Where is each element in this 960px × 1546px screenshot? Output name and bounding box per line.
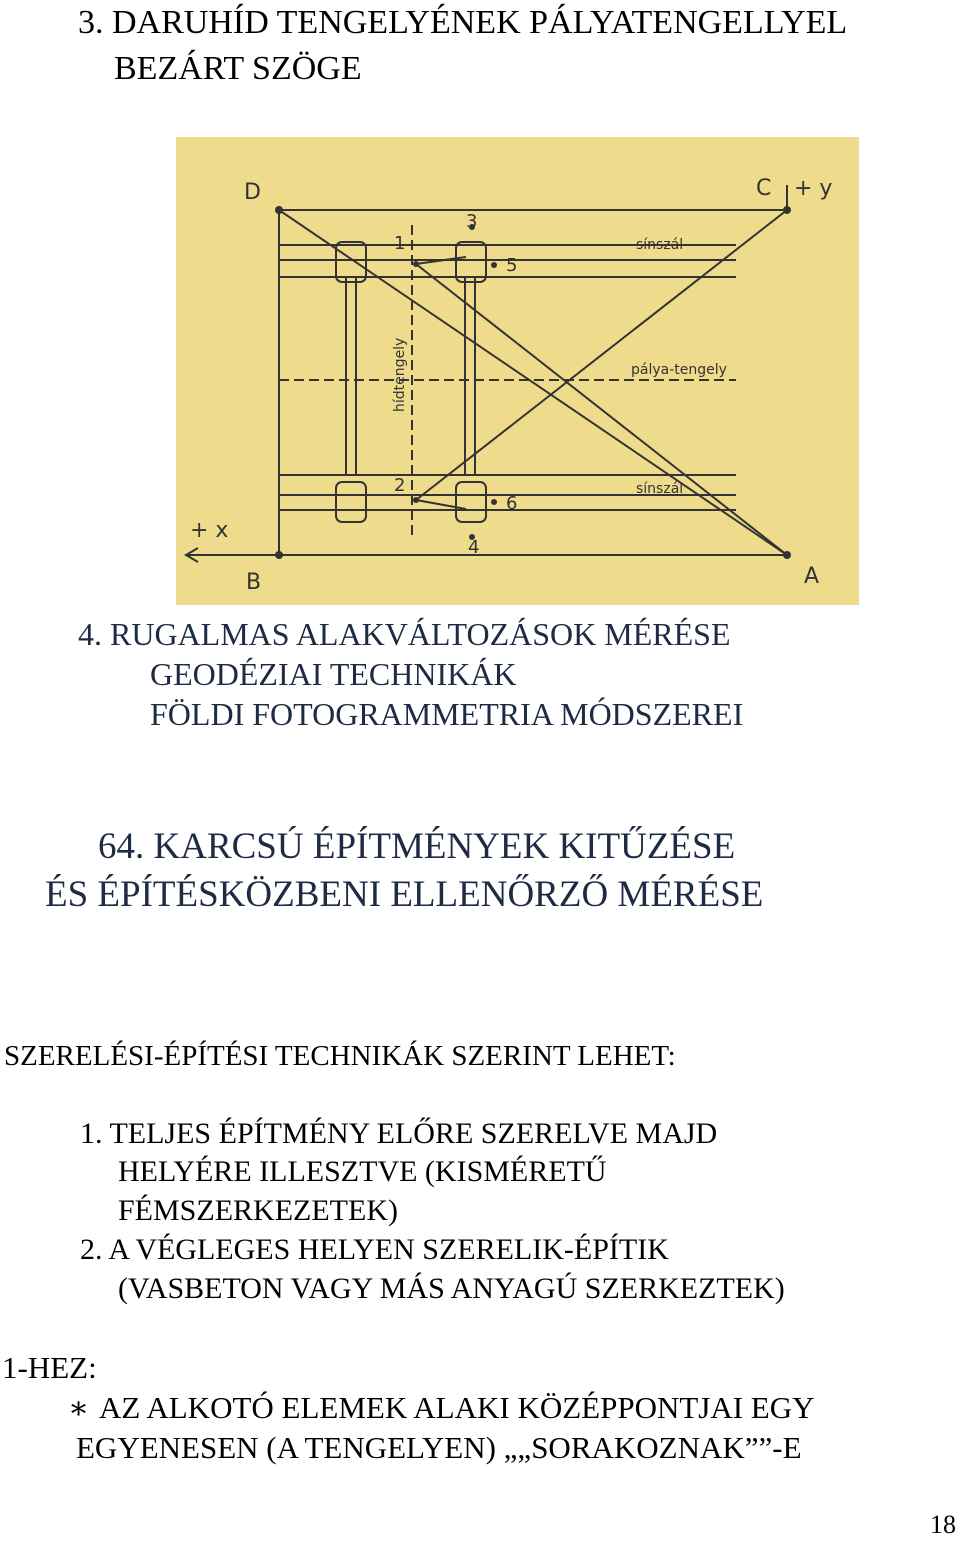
point-b	[275, 551, 283, 559]
label-4: 4	[468, 537, 480, 558]
section4-heading-line1: 4. RUGALMAS ALAKVÁLTOZÁSOK MÉRÉSE	[78, 616, 731, 652]
item2-line2: (VASBETON VAGY MÁS ANYAGÚ SZERKEZTEK)	[118, 1272, 785, 1305]
label-d: D	[244, 180, 261, 205]
roller-bottom-left	[336, 482, 366, 522]
point-2	[413, 497, 419, 503]
label-2: 2	[394, 475, 406, 496]
label-1: 1	[394, 233, 406, 254]
item1-line1: 1. TELJES ÉPÍTMÉNY ELŐRE SZERELVE MAJD	[80, 1117, 718, 1150]
crane-bridge-diagram	[176, 137, 859, 605]
label-a: A	[804, 564, 820, 589]
diagonal-1-a	[416, 264, 787, 555]
label-5: 5	[506, 255, 518, 276]
hez-label: 1-HEZ:	[2, 1350, 97, 1385]
section4-heading-line2: GEODÉZIAI TECHNIKÁK	[150, 656, 517, 692]
section64-heading-line1: 64. KARCSÚ ÉPÍTMÉNYEK KITŰZÉSE	[98, 826, 736, 867]
label-3: 3	[466, 211, 478, 232]
roller-bottom-right	[456, 482, 486, 522]
point-a	[783, 551, 791, 559]
label-hidtengely: hídtengely	[392, 337, 408, 412]
item1-line3: FÉMSZERKEZETEK)	[118, 1194, 398, 1227]
section3-heading-line2: BEZÁRT SZÖGE	[114, 50, 362, 87]
label-c: C	[756, 176, 772, 201]
label-sinszal-bottom: sínszál	[636, 481, 684, 497]
label-sinszal-top: sínszál	[636, 237, 684, 253]
label-palya-tengely: pálya-tengely	[631, 362, 727, 378]
label-b: B	[246, 570, 262, 595]
label-6: 6	[506, 493, 518, 514]
line-2-4	[416, 500, 466, 509]
item1-line2: HELYÉRE ILLESZTVE (KISMÉRETŰ	[118, 1155, 607, 1188]
section64-heading-line2: ÉS ÉPÍTÉSKÖZBENI ELLENŐRZŐ MÉRÉSE	[45, 874, 764, 915]
section3-heading-line1: 3. DARUHÍD TENGELYÉNEK PÁLYATENGELLYEL	[78, 4, 848, 41]
page-number: 18	[930, 1510, 956, 1539]
diagram-svg	[176, 137, 859, 605]
point-6	[491, 499, 497, 505]
bullet-line1: AZ ALKOTÓ ELEMEK ALAKI KÖZÉPPONTJAI EGY	[99, 1390, 815, 1425]
label-plus-y: + y	[794, 176, 833, 201]
point-1	[413, 261, 419, 267]
section4-heading-line3: FÖLDI FOTOGRAMMETRIA MÓDSZEREI	[150, 696, 744, 732]
bullet-symbol: ∗	[68, 1390, 90, 1425]
label-plus-x: + x	[190, 518, 229, 543]
point-5	[491, 262, 497, 268]
point-c	[783, 206, 791, 214]
intro-text: SZERELÉSI-ÉPÍTÉSI TECHNIKÁK SZERINT LEHET:	[4, 1040, 676, 1072]
diagonal-c-2	[416, 210, 787, 500]
bullet-line2: EGYENESEN (A TENGELYEN) „„SORAKOZNAK””-E	[76, 1430, 802, 1465]
item2-line1: 2. A VÉGLEGES HELYEN SZERELIK-ÉPÍTIK	[80, 1233, 669, 1266]
point-d	[275, 206, 283, 214]
